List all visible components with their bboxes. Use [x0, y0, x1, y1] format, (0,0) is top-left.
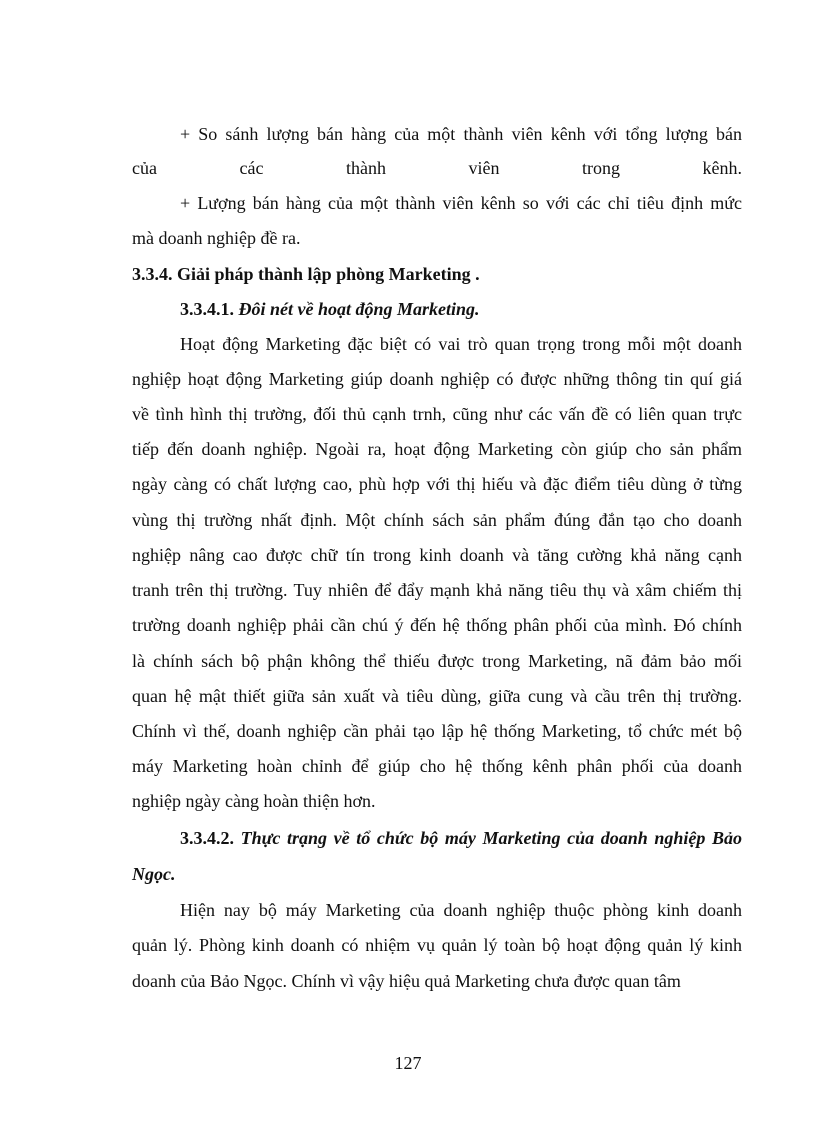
section-heading: 3.3.4. Giải pháp thành lập phòng Marketing . [132, 264, 480, 284]
paragraph-line: tranh trên thị trường. Tuy nhiên để đẩy mạnh khả năng tiêu thụ và xâm chiếm thị [132, 580, 742, 600]
subsection-title: Đôi nét về hoạt động Marketing. [238, 299, 480, 319]
subsection-heading [180, 827, 742, 851]
subsection-title-continued: Ngọc. [132, 864, 176, 884]
paragraph-line: Chính vì thế, doanh nghiệp cần phải tạo lập hệ thống Marketing, tổ chức mét bộ [132, 721, 742, 741]
paragraph-line: Hiện nay bộ máy Marketing của doanh nghiệp thuộc phòng kinh doanh [180, 900, 742, 920]
paragraph-line: vùng thị trường nhất định. Một chính sách sản phẩm đúng đắn tạo cho doanh [132, 510, 742, 530]
list-item-line: mà doanh nghiệp đề ra. [132, 228, 301, 248]
paragraph-line: về tình hình thị trường, đối thủ cạnh trnh, cũng như các vấn đề có liên quan trực [132, 404, 742, 424]
subsection-title: Thực trạng về tổ chức bộ máy Marketing của doanh nghiệp Bảo [240, 828, 743, 848]
paragraph-line: quan hệ mật thiết giữa sản xuất và tiêu dùng, giữa cung và cầu trên thị trường. [132, 686, 742, 706]
subsection-heading [180, 298, 790, 322]
paragraph-line: nghiệp nâng cao được chữ tín trong kinh doanh và tăng cường khả năng cạnh [132, 545, 742, 565]
paragraph-line: quản lý. Phòng kinh doanh có nhiệm vụ quản lý toàn bộ hoạt động quản lý kinh [132, 935, 742, 955]
paragraph-line: ngày càng có chất lượng cao, phù hợp với thị hiếu và đặc điểm tiêu dùng ở từng [132, 474, 742, 494]
subsection-number: 3.3.4.1. [180, 299, 234, 319]
paragraph-line: là chính sách bộ phận không thể thiếu được trong Marketing, nã đảm bảo mối [132, 651, 742, 671]
paragraph-line: tiếp đến doanh nghiệp. Ngoài ra, hoạt động Marketing còn giúp cho sản phẩm [132, 439, 742, 459]
list-item-line: + Lượng bán hàng của một thành viên kênh so với các chỉ tiêu định mức [180, 193, 742, 213]
list-item-line: của các thành viên trong kênh. [132, 158, 742, 178]
paragraph-line: máy Marketing hoàn chỉnh để giúp cho hệ thống kênh phân phối của doanh [132, 756, 742, 776]
page-number: 127 [394, 1053, 422, 1073]
paragraph-line: nghiệp hoạt động Marketing giúp doanh nghiệp có được những thông tin quí giá [132, 369, 742, 389]
paragraph-line: trường doanh nghiệp phải cần chú ý đến hệ thống phân phối của mình. Đó chính [132, 615, 742, 635]
paragraph-line: doanh của Bảo Ngọc. Chính vì vậy hiệu quả Marketing chưa được quan tâm [132, 971, 681, 991]
paragraph-line: Hoạt động Marketing đặc biệt có vai trò quan trọng trong mỗi một doanh [180, 334, 742, 354]
paragraph-line: nghiệp ngày càng hoàn thiện hơn. [132, 791, 376, 811]
list-item-line: + So sánh lượng bán hàng của một thành viên kênh với tổng lượng bán [180, 124, 742, 144]
subsection-number: 3.3.4.2. [180, 828, 234, 848]
